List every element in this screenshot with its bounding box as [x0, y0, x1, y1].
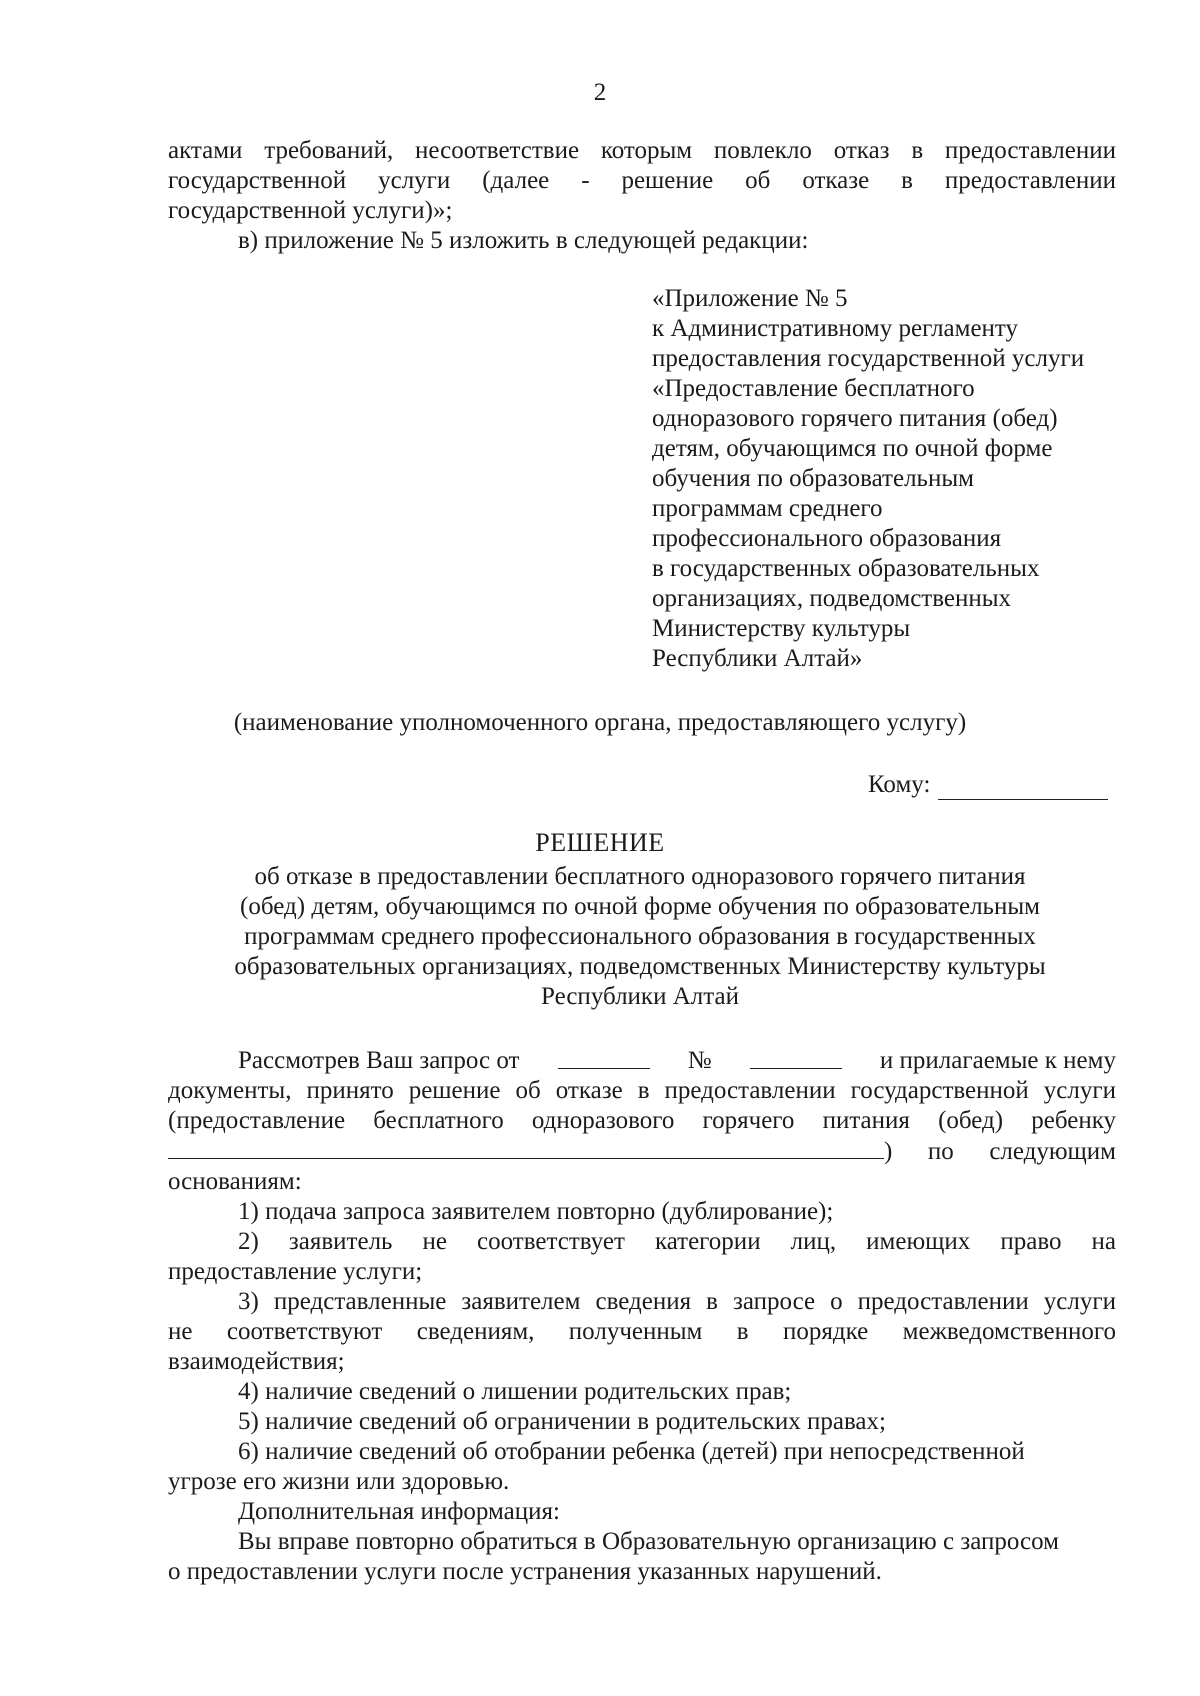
decision-heading: РЕШЕНИЕ	[535, 828, 665, 857]
child-line	[168, 1136, 1116, 1167]
reason-5: 5) наличие сведений об ограничении в родительских правах;	[238, 1408, 886, 1435]
reason-4: 4) наличие сведений о лишении родительских прав;	[238, 1378, 792, 1405]
appendix-line: Республики Алтай»	[652, 645, 863, 672]
text-fragment: следующим	[989, 1138, 1116, 1165]
subtitle-line: образовательных организациях, подведомственных Министерству культуры	[234, 953, 1046, 980]
subtitle-line: (обед) детям, обучающимся по очной форме обучения по образовательным	[240, 893, 1040, 920]
child-blank-group	[168, 1136, 892, 1167]
recipient-field	[868, 770, 1108, 800]
decision-body	[168, 1046, 1116, 1587]
reason-3: 3) представленные заявителем сведения в запросе о предоставлении услуги	[238, 1288, 1116, 1315]
text-line: предоставление услуги;	[168, 1258, 423, 1285]
decision-subtitle	[190, 862, 1090, 1012]
subtitle-line: Республики Алтай	[541, 983, 739, 1010]
authority-caption: (наименование уполномоченного органа, предоставляющего услугу)	[233, 709, 967, 736]
text-line: документы, принято решение об отказе в предоставлении государственной услуги	[168, 1077, 1116, 1104]
text-fragment: и прилагаемые к нему	[879, 1047, 1116, 1074]
text-line: о предоставлении услуги после устранения указанных нарушений.	[168, 1558, 882, 1585]
reason-1: 1) подача запроса заявителем повторно (дублирование);	[238, 1198, 834, 1225]
recipient-blank[interactable]	[938, 775, 1108, 800]
reason-6: 6) наличие сведений об отобрании ребенка (детей) при непосредственной	[238, 1438, 1025, 1465]
subtitle-line: об отказе в предоставлении бесплатного одноразового горячего питания	[254, 863, 1026, 890]
text-line: взаимодействия;	[168, 1348, 345, 1375]
reason-2: 2) заявитель не соответствует категории лиц, имеющих право на	[238, 1228, 1116, 1255]
appendix-line: «Приложение № 5	[652, 285, 848, 312]
top-paragraph	[168, 136, 1116, 256]
text-line: государственной услуги)»;	[168, 197, 453, 224]
extra-info-label: Дополнительная информация:	[238, 1498, 560, 1525]
appendix-line: к Административному регламенту	[652, 315, 1019, 342]
amendment-item-v: в) приложение № 5 изложить в следующей редакции:	[238, 227, 809, 254]
page-number: 2	[593, 79, 607, 106]
recipient-label: Кому:	[868, 771, 931, 798]
text-line: актами требований, несоответствие которым повлекло отказ в предоставлении	[168, 137, 1116, 164]
appendix-line: предоставления государственной услуги	[652, 345, 1085, 372]
appendix-header	[652, 284, 1084, 674]
appendix-line: детям, обучающимся по очной форме	[652, 435, 1053, 462]
final-note: Вы вправе повторно обратиться в Образовательную организацию с запросом	[238, 1528, 1059, 1555]
request-line	[168, 1046, 1116, 1076]
appendix-line: в государственных образовательных	[652, 555, 1040, 582]
appendix-line: «Предоставление бесплатного	[652, 375, 975, 402]
appendix-line: программам среднего	[652, 495, 883, 522]
subtitle-line: программам среднего профессионального образования в государственных	[244, 923, 1036, 950]
text-line: не соответствуют сведениям, полученным в порядке межведомственного	[168, 1318, 1116, 1345]
text-fragment: по	[927, 1138, 954, 1165]
text-line: государственной услуги (далее - решение об отказе в предоставлении	[168, 167, 1116, 194]
text-line: основаниям:	[168, 1168, 302, 1195]
appendix-line: Министерству культуры	[652, 615, 911, 642]
appendix-line: обучения по образовательным	[652, 465, 974, 492]
request-number-blank[interactable]	[750, 1046, 842, 1069]
request-date-blank[interactable]	[558, 1046, 650, 1069]
text-line: (предоставление бесплатного одноразового горячего питания (обед) ребенку	[168, 1107, 1116, 1134]
text-line: угрозе его жизни или здоровью.	[168, 1468, 510, 1495]
child-name-blank[interactable]	[168, 1136, 884, 1159]
text-fragment: )	[884, 1138, 893, 1165]
text-fragment: Рассмотрев Ваш запрос от	[238, 1047, 520, 1074]
text-fragment: №	[687, 1047, 712, 1074]
appendix-line: одноразового горячего питания (обед)	[652, 405, 1058, 432]
appendix-line: профессионального образования	[652, 525, 1002, 552]
appendix-line: организациях, подведомственных	[652, 585, 1012, 612]
